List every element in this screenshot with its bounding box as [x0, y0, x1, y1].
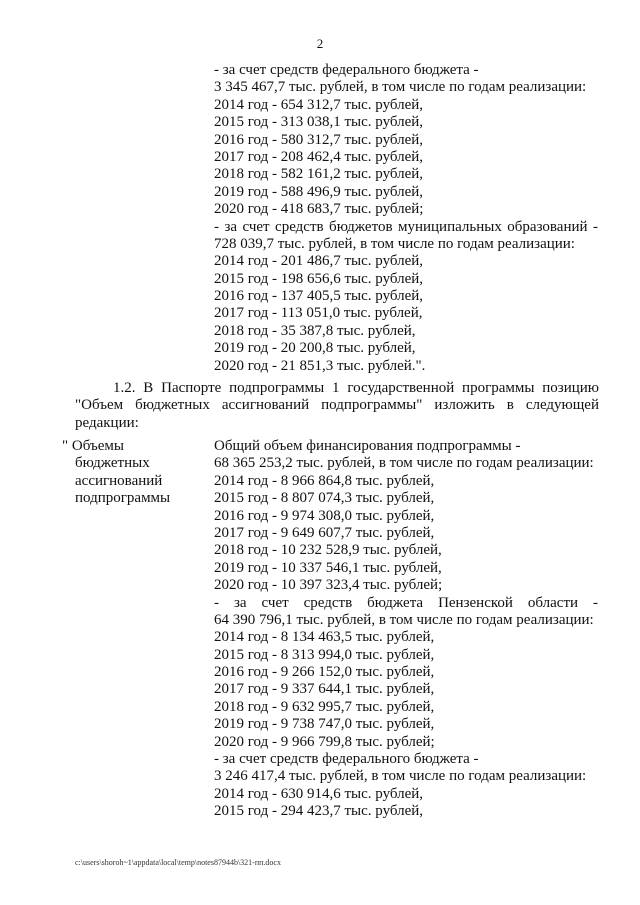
text-line: 2016 год - 580 312,7 тыс. рублей,: [214, 131, 424, 148]
text-line: 2016 год - 9 266 152,0 тыс. рублей,: [214, 664, 435, 681]
position-value-column: [214, 438, 598, 821]
text-line: Общий объем финансирования подпрограммы -: [214, 438, 521, 454]
text-line: 68 365 253,2 тыс. рублей, в том числе по годам реализации:: [214, 455, 594, 472]
text-line: 2014 год - 630 914,6 тыс. рублей,: [214, 785, 424, 802]
text-line: 2017 год - 113 051,0 тыс. рублей,: [214, 305, 423, 322]
text-line: 2017 год - 208 462,4 тыс. рублей,: [214, 148, 424, 165]
position-label-line: подпрограммы: [75, 490, 171, 507]
text-line: 2015 год - 313 038,1 тыс. рублей,: [214, 114, 424, 131]
text-line: 2015 год - 294 423,7 тыс. рублей,: [214, 803, 424, 820]
text-line: 2020 год - 21 851,3 тыс. рублей.".: [214, 357, 426, 374]
text-line: 2014 год - 8 134 463,5 тыс. рублей,: [214, 629, 435, 646]
document-file-path: c:\users\shoroh~1\appdata\local\temp\notes87944b\321-пп.docx: [75, 858, 281, 867]
text-line: 2015 год - 8 313 994,0 тыс. рублей,: [214, 646, 435, 663]
text-line: 728 039,7 тыс. рублей, в том числе по годам реализации:: [214, 235, 575, 252]
text-line: 2018 год - 582 161,2 тыс. рублей,: [214, 166, 424, 183]
text-line: 2018 год - 10 232 528,9 тыс. рублей,: [214, 542, 442, 559]
text-line: 64 390 796,1 тыс. рублей, в том числе по годам реализации:: [214, 611, 594, 628]
text-line: - за счет средств федерального бюджета -: [214, 62, 479, 78]
page-number: 2: [316, 36, 324, 51]
text-line: 2018 год - 9 632 995,7 тыс. рублей,: [214, 698, 435, 715]
text-line: 2019 год - 10 337 546,1 тыс. рублей,: [214, 559, 442, 576]
text-line: 2018 год - 35 387,8 тыс. рублей,: [214, 322, 416, 339]
text-line: 2014 год - 8 966 864,8 тыс. рублей,: [214, 472, 435, 489]
text-line: 3 246 417,4 тыс. рублей, в том числе по годам реализации:: [214, 768, 587, 785]
text-line: 2020 год - 418 683,7 тыс. рублей;: [214, 201, 424, 218]
text-line: - за счет средств федерального бюджета -: [214, 751, 479, 768]
text-line: 3 345 467,7 тыс. рублей, в том числе по годам реализации:: [214, 79, 587, 96]
text-line: 2016 год - 9 974 308,0 тыс. рублей,: [214, 507, 435, 524]
text-line: 2015 год - 198 656,6 тыс. рублей,: [214, 270, 424, 287]
paragraph-line: "Объем бюджетных ассигнований подпрограммы" изложить в следующей: [75, 397, 599, 414]
position-label-line: " Объемы: [62, 438, 124, 454]
position-label-line: ассигнований: [75, 472, 163, 489]
position-label-column: [62, 438, 202, 508]
text-line: 2014 год - 201 486,7 тыс. рублей,: [214, 253, 424, 270]
position-label-line: бюджетных: [75, 455, 150, 472]
funding-continuation-block: [214, 62, 598, 375]
amendment-paragraph: [75, 380, 599, 432]
text-line: - за счет средств бюджетов муниципальных образований -: [214, 218, 598, 235]
paragraph-line: 1.2. В Паспорте подпрограммы 1 государственной программы позицию: [113, 380, 599, 396]
text-line: 2019 год - 9 738 747,0 тыс. рублей,: [214, 716, 435, 733]
text-line: 2020 год - 10 397 323,4 тыс. рублей;: [214, 577, 443, 594]
text-line: 2017 год - 9 649 607,7 тыс. рублей,: [214, 524, 435, 541]
text-line: 2019 год - 20 200,8 тыс. рублей,: [214, 340, 416, 357]
text-line: 2015 год - 8 807 074,3 тыс. рублей,: [214, 490, 435, 507]
text-line: - за счет средств бюджета Пензенской области -: [214, 594, 598, 611]
text-line: 2016 год - 137 405,5 тыс. рублей,: [214, 288, 424, 305]
text-line: 2014 год - 654 312,7 тыс. рублей,: [214, 96, 424, 113]
text-line: 2020 год - 9 966 799,8 тыс. рублей;: [214, 733, 435, 750]
text-line: 2017 год - 9 337 644,1 тыс. рублей,: [214, 681, 435, 698]
text-line: 2019 год - 588 496,9 тыс. рублей,: [214, 183, 424, 200]
paragraph-line: редакции:: [75, 414, 139, 431]
